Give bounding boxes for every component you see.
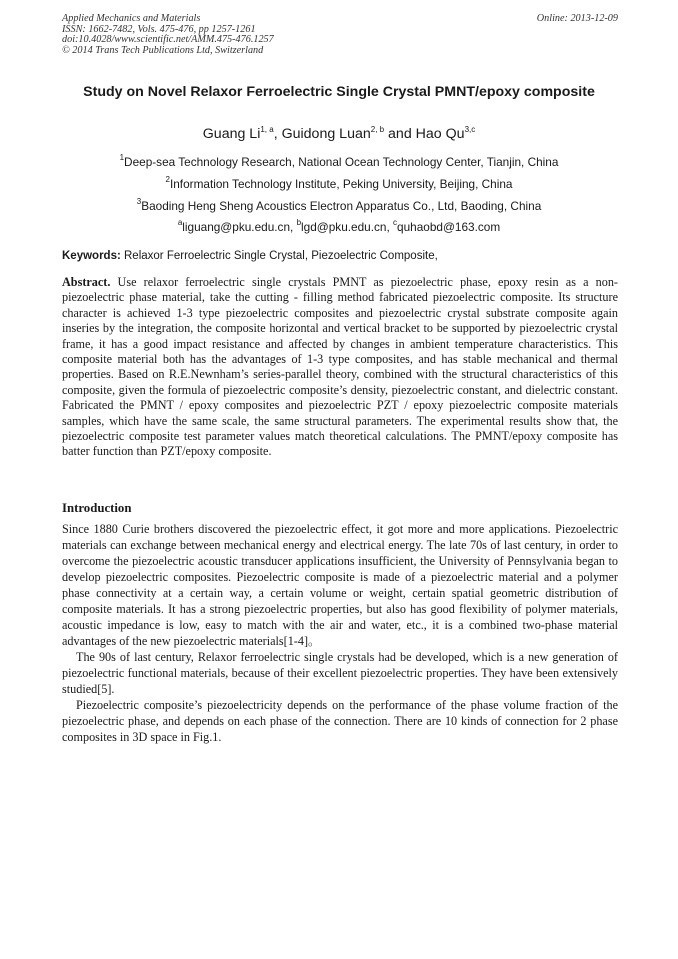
affiliation-number: 3 <box>136 197 142 206</box>
body-paragraph: Since 1880 Curie brothers discovered the piezoelectric effect, it got more and more applications. Piezoelectric materials can exchange between mechanical energy and electrical energy. The late 70s of last century, in order to overcome the piezoelectric acoustic transducer applications insufficient, the University of Pennsylvania began to develop piezoelectric composites. Piezoelectric composite is made of a piezoelectric material and a polymer phase connectivity at a certain way, a certain volume or weight, certain spatial geometric distribution of composite materials. It has a strong piezoelectric properties, but also has good flexibility of polymer materials, acoustic impedance is low, easy to match with the air and water, etc., it is a combined two-phase material advantages of the new piezoelectric materials[1-4]。 <box>62 522 618 648</box>
author-name: Guang Li <box>202 126 261 142</box>
section-heading-introduction: Introduction <box>62 501 132 515</box>
affiliation <box>62 199 616 213</box>
author-superscript: 3,c <box>464 125 476 134</box>
journal-header <box>62 14 618 56</box>
author-separator: , <box>273 126 282 142</box>
affiliation <box>62 177 616 191</box>
affiliation <box>62 155 616 169</box>
keywords <box>62 249 618 263</box>
doi-line: doi:10.4028/www.scientific.net/AMM.475-476.1257 <box>62 34 274 46</box>
author-name: Hao Qu <box>415 126 465 142</box>
email-marker: a <box>177 218 183 227</box>
affiliation-number: 1 <box>119 153 125 162</box>
author-superscript: 2, b <box>370 125 385 134</box>
author-list <box>62 125 616 143</box>
affiliation-text: Information Technology Institute, Peking University, Beijing, China <box>169 177 513 191</box>
email-marker: b <box>296 218 302 227</box>
introduction-body <box>62 521 618 745</box>
email-list <box>62 220 616 234</box>
abstract-text: Use relaxor ferroelectric single crystals PMNT as piezoelectric phase, epoxy resin as a non-piezoelectric phase material, take the cutting - filling method fabricated piezoelectric composite. Its structure character is achieved 1-3 type piezoelectric composites and piezoelectric crystal substrate composite again inseries by the integration, the composite horizontal and vertical bracket to be supported by piezoelectric crystal frame, it has a good impact resistance and affected by changes in ambient temperature characteristics. This composite material both has the advantages of 1-3 type composites, and has stable mechanical and thermal properties. Based on R.E.Newnham’s series-parallel theory, combined with the structural characteristics of this composite, given the formula of piezoelectric composite’s density, piezoelectric constant, and dielectric constant. Fabricated the PMNT / epoxy composites and piezoelectric PZT / epoxy piezoelectric composite materials samples, which have the same scale, the same structural parameters. The experimental results show that, the piezoelectric composite test parameter values match theoretical calculations. The PMNT/epoxy composite has batter function than PZT/epoxy composite. <box>62 275 618 459</box>
body-paragraph: The 90s of last century, Relaxor ferroelectric single crystals had be developed, which is a new generation of piezoelectric functional materials, because of their excellent piezoelectric properties. They have been extensively studied[5]. <box>62 650 618 696</box>
paper-title: Study on Novel Relaxor Ferroelectric Single Crystal PMNT/epoxy composite <box>83 84 595 100</box>
abstract <box>62 275 618 460</box>
keywords-text: Relaxor Ferroelectric Single Crystal, Piezoelectric Composite, <box>120 250 438 262</box>
online-date: Online: 2013-12-09 <box>536 13 618 24</box>
email-address: liguang@pku.edu.cn, <box>182 220 297 234</box>
email-address: quhaobd@163.com <box>397 220 501 234</box>
affiliation-text: Baoding Heng Sheng Acoustics Electron Apparatus Co., Ltd, Baoding, China <box>141 199 542 213</box>
affiliation-number: 2 <box>165 175 170 184</box>
email-marker: c <box>393 218 398 227</box>
copyright-line: © 2014 Trans Tech Publications Ltd, Switzerland <box>62 44 264 56</box>
author-conjunction: and <box>384 126 416 142</box>
journal-info <box>62 14 618 56</box>
author-name: Guidong Luan <box>281 126 371 142</box>
journal-name: Applied Mechanics and Materials <box>62 13 201 24</box>
keywords-label: Keywords: <box>62 250 121 262</box>
issn-line: ISSN: 1662-7482, Vols. 475-476, pp 1257-1261 <box>62 23 256 35</box>
abstract-label: Abstract. <box>62 275 111 289</box>
affiliation-text: Deep-sea Technology Research, National Ocean Technology Center, Tianjin, China <box>124 155 559 169</box>
author-superscript: 1, a <box>260 125 274 134</box>
body-paragraph: Piezoelectric composite’s piezoelectricity depends on the performance of the phase volume fraction of the piezoelectric phase, and depends on each phase of the connection. There are 10 kinds of connection for 2 phase composites in 3D space in Fig.1. <box>62 698 618 744</box>
email-address: lgd@pku.edu.cn, <box>301 220 394 234</box>
